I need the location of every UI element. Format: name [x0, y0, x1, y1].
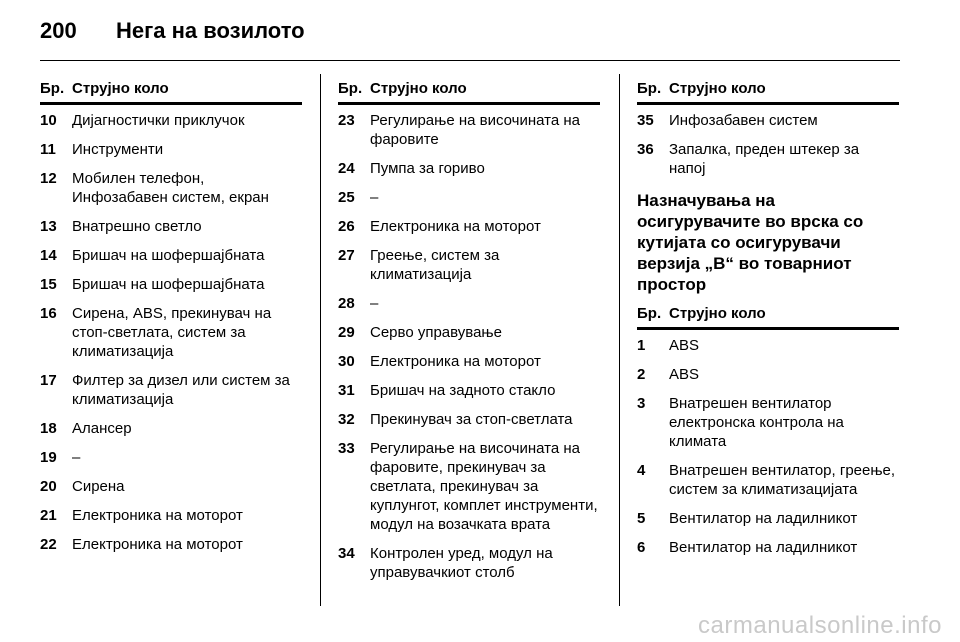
watermark: carmanualsonline.info — [698, 612, 942, 639]
fuse-number: 11 — [40, 141, 56, 158]
table-row — [40, 140, 302, 159]
table-row — [338, 159, 600, 178]
table-row — [637, 111, 899, 130]
table-row — [338, 439, 600, 534]
circuit-name: Греење, систем за климатизација — [370, 247, 500, 283]
fuse-number: 34 — [338, 545, 355, 562]
column-divider — [619, 74, 620, 606]
table-row — [40, 217, 302, 236]
fuse-number: 24 — [338, 160, 355, 177]
circuit-name: ABS — [669, 337, 700, 354]
fuse-number: 14 — [40, 247, 57, 264]
header-circuit: Струјно коло — [72, 80, 169, 97]
circuit-name: Сирена, ABS, прекинувач на стоп-светлата, систем за климатизација — [72, 305, 272, 360]
table-row — [40, 448, 302, 467]
circuit-name: Електроника на моторот — [72, 536, 243, 553]
circuit-name: – — [370, 295, 379, 312]
fuse-number: 21 — [40, 507, 57, 524]
circuit-name: Регулирање на височината на фаровите, прекинувач за светлата, прекинувач за куплунгот, комплет инструменти, модул на возачката врата — [370, 440, 598, 533]
circuit-name: Бришач на шофершајбната — [72, 276, 265, 293]
table-row — [338, 381, 600, 400]
fuse-table-column-2 — [338, 80, 600, 592]
circuit-name: Инструменти — [72, 141, 164, 158]
table-row — [40, 477, 302, 496]
fuse-number: 13 — [40, 218, 57, 235]
table-row — [637, 140, 899, 178]
table-row — [40, 535, 302, 554]
fuse-number: 12 — [40, 170, 57, 187]
header-rule — [40, 60, 900, 61]
fuse-table-column-3 — [637, 80, 899, 567]
table-row — [338, 111, 600, 149]
column-divider — [320, 74, 321, 606]
header-number: Бр. — [637, 80, 662, 97]
table-header — [637, 305, 899, 330]
circuit-name: – — [370, 189, 379, 206]
header-number: Бр. — [338, 80, 363, 97]
table-row — [40, 169, 302, 207]
circuit-name: Електроника на моторот — [72, 507, 243, 524]
page-number: 200 — [40, 18, 77, 43]
table-row — [338, 246, 600, 284]
header-circuit: Струјно коло — [669, 80, 766, 97]
table-row — [637, 365, 899, 384]
header-number: Бр. — [40, 80, 65, 97]
table-row — [338, 294, 600, 313]
table-row — [338, 188, 600, 207]
table-body — [338, 111, 600, 582]
fuse-number: 16 — [40, 305, 57, 322]
fuse-number: 5 — [637, 510, 646, 527]
table-body — [637, 111, 899, 178]
circuit-name: Регулирање на височината на фаровите — [370, 112, 580, 148]
table-row — [637, 461, 899, 499]
fuse-number: 32 — [338, 411, 355, 428]
fuse-number: 3 — [637, 395, 646, 412]
fuse-number: 27 — [338, 247, 355, 264]
circuit-name: Инфозабавен систем — [669, 112, 818, 129]
table-row — [40, 246, 302, 265]
fuse-number: 35 — [637, 112, 654, 129]
table-row — [338, 544, 600, 582]
header-circuit: Струјно коло — [370, 80, 467, 97]
circuit-name: ABS — [669, 366, 700, 383]
circuit-name: Алансер — [72, 420, 132, 437]
table-body — [637, 336, 899, 557]
table-row — [40, 111, 302, 130]
fuse-number: 28 — [338, 295, 355, 312]
circuit-name: Прекинувач за стоп-светлата — [370, 411, 573, 428]
circuit-name: Бришач на задното стакло — [370, 382, 556, 399]
table-row — [40, 419, 302, 438]
fuse-number: 22 — [40, 536, 57, 553]
header-number: Бр. — [637, 305, 662, 322]
fuse-number: 15 — [40, 276, 57, 293]
table-row — [637, 538, 899, 557]
fuse-number: 19 — [40, 449, 57, 466]
table-body — [40, 111, 302, 554]
fuse-number: 29 — [338, 324, 355, 341]
circuit-name: Контролен уред, модул на управувачкиот столб — [370, 545, 553, 581]
fuse-table-column-1 — [40, 80, 302, 564]
circuit-name: Мобилен телефон, Инфозабавен систем, екран — [72, 170, 269, 206]
table-row — [338, 323, 600, 342]
circuit-name: Пумпа за гориво — [370, 160, 485, 177]
fuse-number: 17 — [40, 372, 57, 389]
circuit-name: Вентилатор на ладилникот — [669, 539, 858, 556]
circuit-name: Бришач на шофершајбната — [72, 247, 265, 264]
circuit-name: Серво управување — [370, 324, 502, 341]
circuit-name: Внатрешен вентилатор, греење, систем за климатизацијата — [669, 462, 896, 498]
fuse-number: 26 — [338, 218, 355, 235]
table-row — [338, 352, 600, 371]
fuse-number: 36 — [637, 141, 654, 158]
table-header — [338, 80, 600, 105]
table-row — [637, 509, 899, 528]
circuit-name: Електроника на моторот — [370, 353, 541, 370]
fuse-number: 1 — [637, 337, 646, 354]
page-title: Нега на возилото — [116, 18, 305, 43]
fuse-number: 33 — [338, 440, 355, 457]
header-circuit: Струјно коло — [669, 305, 766, 322]
section-heading: Назначувања на осигурувачите во врска со кутијата со осигурувачи верзија „B“ во товарниот простор — [637, 191, 864, 294]
table-row — [338, 217, 600, 236]
fuse-number: 6 — [637, 539, 646, 556]
fuse-number: 20 — [40, 478, 57, 495]
fuse-number: 25 — [338, 189, 355, 206]
table-row — [637, 394, 899, 451]
circuit-name: Дијагностички приклучок — [72, 112, 245, 129]
circuit-name: Филтер за дизел или систем за климатизација — [72, 372, 290, 408]
circuit-name: Вентилатор на ладилникот — [669, 510, 858, 527]
circuit-name: Електроника на моторот — [370, 218, 541, 235]
circuit-name: Внатрешен вентилатор електронска контрола на климата — [669, 395, 844, 450]
table-row — [637, 336, 899, 355]
circuit-name: Внатрешно светло — [72, 218, 202, 235]
table-header — [637, 80, 899, 105]
fuse-number: 31 — [338, 382, 355, 399]
table-row — [40, 304, 302, 361]
table-header — [40, 80, 302, 105]
fuse-number: 10 — [40, 112, 57, 129]
table-row — [40, 506, 302, 525]
circuit-name: Сирена — [72, 478, 125, 495]
table-row — [40, 371, 302, 409]
table-row — [40, 275, 302, 294]
fuse-number: 18 — [40, 420, 57, 437]
fuse-number: 4 — [637, 462, 646, 479]
fuse-number: 30 — [338, 353, 355, 370]
circuit-name: Запалка, преден штекер за напој — [669, 141, 860, 177]
fuse-number: 2 — [637, 366, 646, 383]
table-row — [338, 410, 600, 429]
circuit-name: – — [72, 449, 81, 466]
fuse-number: 23 — [338, 112, 355, 129]
